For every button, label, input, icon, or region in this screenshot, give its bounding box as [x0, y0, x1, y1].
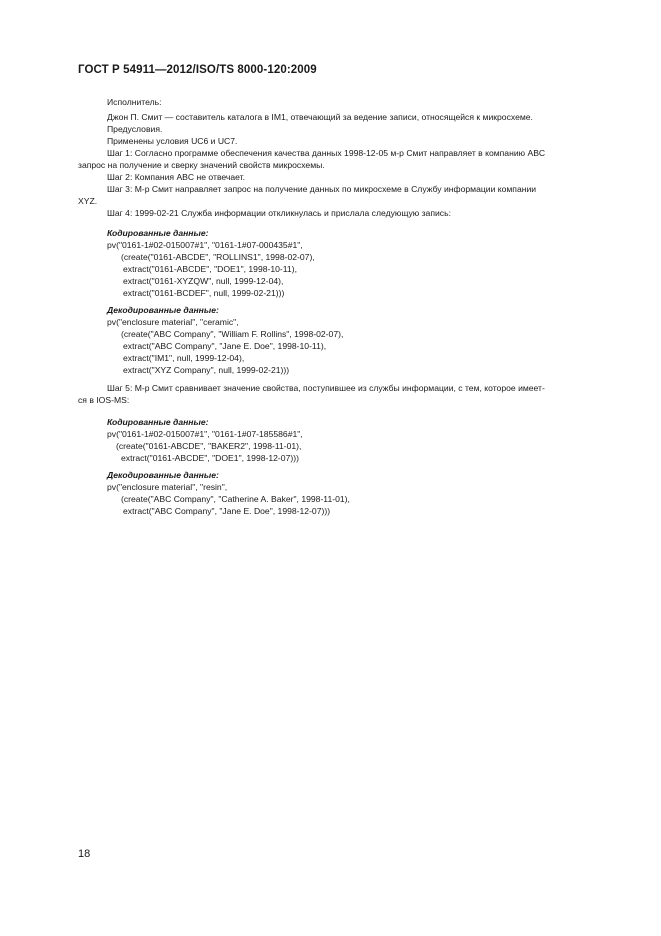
code-line: extract("XYZ Company", null, 1999-02-21)))	[123, 365, 290, 375]
code-line: extract("ABC Company", "Jane E. Doe", 1998-10-11),	[123, 341, 327, 351]
text-line: Шаг 4: 1999-02-21 Служба информации откликнулась и прислала следующую запись:	[107, 208, 451, 218]
text-line: Предусловия.	[107, 124, 163, 134]
code-line: extract("0161-BCDEF", null, 1999-02-21)))	[123, 288, 285, 298]
text-line: Шаг 2: Компания ABC не отвечает.	[107, 172, 246, 182]
code-line: (create("0161-ABCDE", "ROLLINS1", 1998-02-07),	[121, 252, 315, 262]
code-line: (create("ABC Company", "Catherine A. Baker", 1998-11-01),	[121, 494, 350, 504]
code-line: pv("enclosure material", "resin",	[107, 482, 228, 492]
code-line: extract("0161-XYZQW", null, 1999-12-04),	[123, 276, 284, 286]
code-line: extract("0161-ABCDE", "DOE1", 1998-12-07)))	[121, 453, 299, 463]
code-line: (create("ABC Company", "William F. Rollins", 1998-02-07),	[121, 329, 344, 339]
code-line: pv("0161-1#02-015007#1", "0161-1#07-000435#1",	[107, 240, 303, 250]
text-line: ся в IOS-MS:	[78, 395, 130, 405]
section-heading: Кодированные данные:	[107, 417, 209, 427]
section-heading: Декодированные данные:	[107, 470, 219, 480]
code-line: extract("0161-ABCDE", "DOE1", 1998-10-11),	[123, 264, 297, 274]
section-heading: Декодированные данные:	[107, 305, 219, 315]
code-line: extract("ABC Company", "Jane E. Doe", 1998-12-07)))	[123, 506, 331, 516]
code-line: (create("0161-ABCDE", "BAKER2", 1998-11-01),	[116, 441, 302, 451]
code-line: extract("IM1", null, 1999-12-04),	[123, 353, 245, 363]
section-heading: Кодированные данные:	[107, 228, 209, 238]
text-line: запрос на получение и сверку значений свойств микросхемы.	[78, 160, 325, 170]
text-line: Шаг 3: М-р Смит направляет запрос на получение данных по микросхеме в Службу информации компании	[107, 184, 537, 194]
document-header: ГОСТ Р 54911—2012/ISO/TS 8000-120:2009	[78, 64, 317, 76]
code-line: pv("enclosure material", "ceramic",	[107, 317, 239, 327]
text-line: Исполнитель:	[107, 97, 162, 107]
text-line: Шаг 5: М-р Смит сравнивает значение свойства, поступившее из службы информации, с тем, которое имеет-	[107, 383, 545, 393]
text-line: Джон П. Смит — составитель каталога в IM1, отвечающий за ведение записи, относящейся к микросхеме.	[107, 112, 533, 122]
text-line: Применены условия UC6 и UC7.	[107, 136, 238, 146]
text-line: Шаг 1: Согласно программе обеспечения качества данных 1998-12-05 м-р Смит направляет в компанию ABC	[107, 148, 546, 158]
page-number: 18	[78, 848, 91, 860]
code-line: pv("0161-1#02-015007#1", "0161-1#07-185586#1",	[107, 429, 303, 439]
text-line: XYZ.	[78, 196, 98, 206]
